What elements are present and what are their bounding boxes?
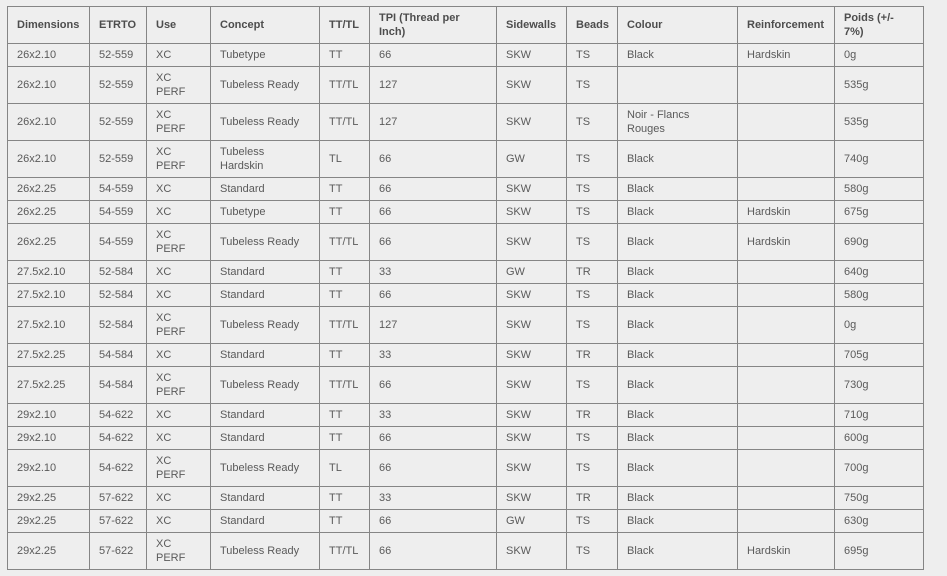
cell-tt-tl: TT — [320, 44, 370, 67]
cell-tpi: 33 — [370, 487, 497, 510]
cell-weight: 700g — [835, 450, 924, 487]
table-row — [8, 404, 924, 427]
col-header-beads: Beads — [567, 7, 618, 44]
table-row — [8, 533, 924, 570]
cell-beads: TS — [567, 533, 618, 570]
table-row — [8, 178, 924, 201]
cell-sidewalls: SKW — [497, 450, 567, 487]
cell-reinforcement — [738, 178, 835, 201]
cell-concept: Standard — [211, 178, 320, 201]
cell-etrto: 52-559 — [90, 67, 147, 104]
cell-dimensions: 26x2.25 — [8, 224, 90, 261]
cell-sidewalls: SKW — [497, 367, 567, 404]
col-header-concept: Concept — [211, 7, 320, 44]
cell-reinforcement — [738, 67, 835, 104]
cell-colour: Black — [618, 427, 738, 450]
cell-weight: 710g — [835, 404, 924, 427]
cell-etrto: 54-559 — [90, 224, 147, 261]
cell-reinforcement — [738, 284, 835, 307]
table-row — [8, 367, 924, 404]
cell-dimensions: 27.5x2.10 — [8, 307, 90, 344]
cell-tt-tl: TT — [320, 261, 370, 284]
cell-concept: Standard — [211, 284, 320, 307]
cell-sidewalls: SKW — [497, 344, 567, 367]
cell-etrto: 57-622 — [90, 487, 147, 510]
cell-use: XC PERF — [147, 104, 211, 141]
cell-use: XC PERF — [147, 367, 211, 404]
table-row — [8, 307, 924, 344]
cell-reinforcement: Hardskin — [738, 201, 835, 224]
cell-dimensions: 26x2.10 — [8, 67, 90, 104]
cell-etrto: 54-622 — [90, 427, 147, 450]
cell-use: XC PERF — [147, 224, 211, 261]
cell-use: XC PERF — [147, 141, 211, 178]
cell-concept: Standard — [211, 427, 320, 450]
cell-dimensions: 29x2.10 — [8, 404, 90, 427]
table-row — [8, 44, 924, 67]
cell-colour: Black — [618, 510, 738, 533]
cell-beads: TS — [567, 67, 618, 104]
cell-concept: Tubeless Ready — [211, 533, 320, 570]
cell-tpi: 33 — [370, 261, 497, 284]
cell-beads: TS — [567, 307, 618, 344]
cell-use: XC PERF — [147, 307, 211, 344]
cell-colour — [618, 67, 738, 104]
cell-concept: Tubeless Hardskin — [211, 141, 320, 178]
cell-use: XC — [147, 404, 211, 427]
cell-sidewalls: GW — [497, 261, 567, 284]
cell-concept: Standard — [211, 487, 320, 510]
cell-beads: TS — [567, 178, 618, 201]
cell-use: XC — [147, 261, 211, 284]
cell-concept: Tubeless Ready — [211, 367, 320, 404]
cell-reinforcement: Hardskin — [738, 533, 835, 570]
col-header-use: Use — [147, 7, 211, 44]
cell-sidewalls: SKW — [497, 224, 567, 261]
cell-use: XC — [147, 201, 211, 224]
cell-weight: 750g — [835, 487, 924, 510]
table-row — [8, 510, 924, 533]
cell-use: XC — [147, 487, 211, 510]
cell-tt-tl: TT/TL — [320, 67, 370, 104]
cell-etrto: 57-622 — [90, 510, 147, 533]
cell-colour: Black — [618, 44, 738, 67]
cell-use: XC PERF — [147, 533, 211, 570]
cell-sidewalls: SKW — [497, 44, 567, 67]
cell-colour: Black — [618, 141, 738, 178]
cell-reinforcement — [738, 104, 835, 141]
cell-tpi: 66 — [370, 367, 497, 404]
cell-concept: Tubeless Ready — [211, 450, 320, 487]
cell-reinforcement — [738, 141, 835, 178]
cell-concept: Standard — [211, 261, 320, 284]
cell-dimensions: 27.5x2.25 — [8, 367, 90, 404]
cell-sidewalls: SKW — [497, 533, 567, 570]
cell-reinforcement: Hardskin — [738, 224, 835, 261]
cell-weight: 740g — [835, 141, 924, 178]
cell-colour: Black — [618, 367, 738, 404]
cell-sidewalls: GW — [497, 141, 567, 178]
cell-dimensions: 26x2.25 — [8, 201, 90, 224]
cell-use: XC — [147, 44, 211, 67]
cell-colour: Black — [618, 450, 738, 487]
cell-tpi: 66 — [370, 44, 497, 67]
col-header-colour: Colour — [618, 7, 738, 44]
cell-use: XC — [147, 427, 211, 450]
cell-dimensions: 27.5x2.25 — [8, 344, 90, 367]
cell-etrto: 54-622 — [90, 404, 147, 427]
cell-colour: Noir - Flancs Rouges — [618, 104, 738, 141]
cell-tpi: 127 — [370, 104, 497, 141]
cell-sidewalls: SKW — [497, 427, 567, 450]
cell-sidewalls: SKW — [497, 404, 567, 427]
cell-tpi: 66 — [370, 450, 497, 487]
cell-etrto: 52-559 — [90, 104, 147, 141]
cell-tt-tl: TT — [320, 510, 370, 533]
cell-dimensions: 27.5x2.10 — [8, 261, 90, 284]
cell-tt-tl: TT/TL — [320, 224, 370, 261]
cell-reinforcement — [738, 404, 835, 427]
cell-dimensions: 29x2.25 — [8, 487, 90, 510]
cell-reinforcement — [738, 450, 835, 487]
cell-colour: Black — [618, 178, 738, 201]
cell-weight: 580g — [835, 178, 924, 201]
table-header-row — [8, 7, 924, 44]
cell-tt-tl: TT — [320, 284, 370, 307]
cell-beads: TS — [567, 141, 618, 178]
table-row — [8, 261, 924, 284]
col-header-tpi: TPI (Thread per Inch) — [370, 7, 497, 44]
cell-etrto: 52-584 — [90, 261, 147, 284]
cell-etrto: 57-622 — [90, 533, 147, 570]
cell-weight: 630g — [835, 510, 924, 533]
cell-weight: 600g — [835, 427, 924, 450]
cell-use: XC PERF — [147, 450, 211, 487]
col-header-weight: Poids (+/- 7%) — [835, 7, 924, 44]
table-body — [8, 44, 924, 570]
cell-beads: TS — [567, 450, 618, 487]
cell-concept: Tubetype — [211, 201, 320, 224]
cell-dimensions: 27.5x2.10 — [8, 284, 90, 307]
cell-weight: 640g — [835, 261, 924, 284]
cell-beads: TS — [567, 104, 618, 141]
table-row — [8, 67, 924, 104]
cell-dimensions: 29x2.25 — [8, 533, 90, 570]
cell-etrto: 54-584 — [90, 344, 147, 367]
cell-tpi: 66 — [370, 141, 497, 178]
col-header-reinforcement: Reinforcement — [738, 7, 835, 44]
cell-tt-tl: TT/TL — [320, 367, 370, 404]
cell-beads: TS — [567, 201, 618, 224]
cell-dimensions: 26x2.10 — [8, 104, 90, 141]
cell-tpi: 66 — [370, 427, 497, 450]
cell-concept: Tubeless Ready — [211, 104, 320, 141]
table-row — [8, 487, 924, 510]
cell-etrto: 52-559 — [90, 44, 147, 67]
cell-tpi: 66 — [370, 533, 497, 570]
cell-concept: Standard — [211, 404, 320, 427]
cell-dimensions: 29x2.10 — [8, 427, 90, 450]
cell-tpi: 66 — [370, 284, 497, 307]
cell-sidewalls: SKW — [497, 487, 567, 510]
cell-dimensions: 26x2.10 — [8, 141, 90, 178]
cell-beads: TR — [567, 487, 618, 510]
cell-colour: Black — [618, 533, 738, 570]
cell-beads: TS — [567, 427, 618, 450]
cell-concept: Tubetype — [211, 44, 320, 67]
cell-sidewalls: SKW — [497, 307, 567, 344]
cell-concept: Tubeless Ready — [211, 67, 320, 104]
table-row — [8, 104, 924, 141]
cell-beads: TR — [567, 404, 618, 427]
cell-tpi: 33 — [370, 404, 497, 427]
cell-etrto: 54-584 — [90, 367, 147, 404]
cell-tt-tl: TT — [320, 201, 370, 224]
cell-use: XC PERF — [147, 67, 211, 104]
cell-tpi: 33 — [370, 344, 497, 367]
cell-tt-tl: TL — [320, 450, 370, 487]
cell-concept: Tubeless Ready — [211, 307, 320, 344]
cell-concept: Tubeless Ready — [211, 224, 320, 261]
cell-colour: Black — [618, 261, 738, 284]
tire-spec-table — [7, 6, 924, 570]
cell-weight: 580g — [835, 284, 924, 307]
cell-reinforcement — [738, 261, 835, 284]
cell-colour: Black — [618, 224, 738, 261]
cell-tpi: 66 — [370, 201, 497, 224]
cell-sidewalls: SKW — [497, 284, 567, 307]
cell-colour: Black — [618, 307, 738, 344]
cell-weight: 0g — [835, 44, 924, 67]
cell-dimensions: 26x2.10 — [8, 44, 90, 67]
cell-tt-tl: TT — [320, 427, 370, 450]
cell-reinforcement — [738, 427, 835, 450]
cell-tpi: 66 — [370, 224, 497, 261]
cell-use: XC — [147, 510, 211, 533]
table-row — [8, 141, 924, 178]
cell-dimensions: 29x2.25 — [8, 510, 90, 533]
cell-beads: TS — [567, 284, 618, 307]
cell-beads: TR — [567, 344, 618, 367]
cell-tpi: 127 — [370, 307, 497, 344]
cell-concept: Standard — [211, 344, 320, 367]
cell-reinforcement — [738, 307, 835, 344]
table-row — [8, 344, 924, 367]
cell-use: XC — [147, 284, 211, 307]
cell-use: XC — [147, 178, 211, 201]
cell-tt-tl: TT — [320, 178, 370, 201]
table-row — [8, 427, 924, 450]
table-row — [8, 224, 924, 261]
cell-etrto: 54-559 — [90, 201, 147, 224]
cell-weight: 690g — [835, 224, 924, 261]
cell-etrto: 52-584 — [90, 284, 147, 307]
cell-tpi: 66 — [370, 510, 497, 533]
cell-sidewalls: SKW — [497, 178, 567, 201]
col-header-tt-tl: TT/TL — [320, 7, 370, 44]
tire-spec-table-container — [7, 6, 924, 570]
cell-weight: 535g — [835, 104, 924, 141]
table-row — [8, 450, 924, 487]
cell-weight: 695g — [835, 533, 924, 570]
table-row — [8, 284, 924, 307]
cell-dimensions: 26x2.25 — [8, 178, 90, 201]
cell-reinforcement — [738, 487, 835, 510]
cell-sidewalls: SKW — [497, 201, 567, 224]
cell-weight: 675g — [835, 201, 924, 224]
cell-tt-tl: TT/TL — [320, 533, 370, 570]
cell-beads: TS — [567, 367, 618, 404]
cell-etrto: 54-559 — [90, 178, 147, 201]
cell-sidewalls: SKW — [497, 67, 567, 104]
col-header-etrto: ETRTO — [90, 7, 147, 44]
cell-reinforcement — [738, 344, 835, 367]
cell-beads: TS — [567, 44, 618, 67]
cell-tt-tl: TT/TL — [320, 307, 370, 344]
cell-etrto: 52-559 — [90, 141, 147, 178]
cell-etrto: 54-622 — [90, 450, 147, 487]
cell-beads: TR — [567, 261, 618, 284]
col-header-sidewalls: Sidewalls — [497, 7, 567, 44]
cell-tt-tl: TL — [320, 141, 370, 178]
cell-tpi: 66 — [370, 178, 497, 201]
cell-colour: Black — [618, 344, 738, 367]
cell-reinforcement — [738, 510, 835, 533]
cell-weight: 535g — [835, 67, 924, 104]
cell-sidewalls: GW — [497, 510, 567, 533]
cell-colour: Black — [618, 201, 738, 224]
cell-etrto: 52-584 — [90, 307, 147, 344]
cell-weight: 705g — [835, 344, 924, 367]
cell-tt-tl: TT — [320, 487, 370, 510]
table-row — [8, 201, 924, 224]
cell-reinforcement: Hardskin — [738, 44, 835, 67]
cell-beads: TS — [567, 510, 618, 533]
cell-dimensions: 29x2.10 — [8, 450, 90, 487]
cell-tt-tl: TT — [320, 404, 370, 427]
cell-tt-tl: TT — [320, 344, 370, 367]
cell-weight: 730g — [835, 367, 924, 404]
cell-tt-tl: TT/TL — [320, 104, 370, 141]
cell-use: XC — [147, 344, 211, 367]
cell-tpi: 127 — [370, 67, 497, 104]
cell-concept: Standard — [211, 510, 320, 533]
cell-colour: Black — [618, 284, 738, 307]
cell-colour: Black — [618, 487, 738, 510]
cell-colour: Black — [618, 404, 738, 427]
col-header-dimensions: Dimensions — [8, 7, 90, 44]
cell-sidewalls: SKW — [497, 104, 567, 141]
cell-beads: TS — [567, 224, 618, 261]
cell-weight: 0g — [835, 307, 924, 344]
cell-reinforcement — [738, 367, 835, 404]
